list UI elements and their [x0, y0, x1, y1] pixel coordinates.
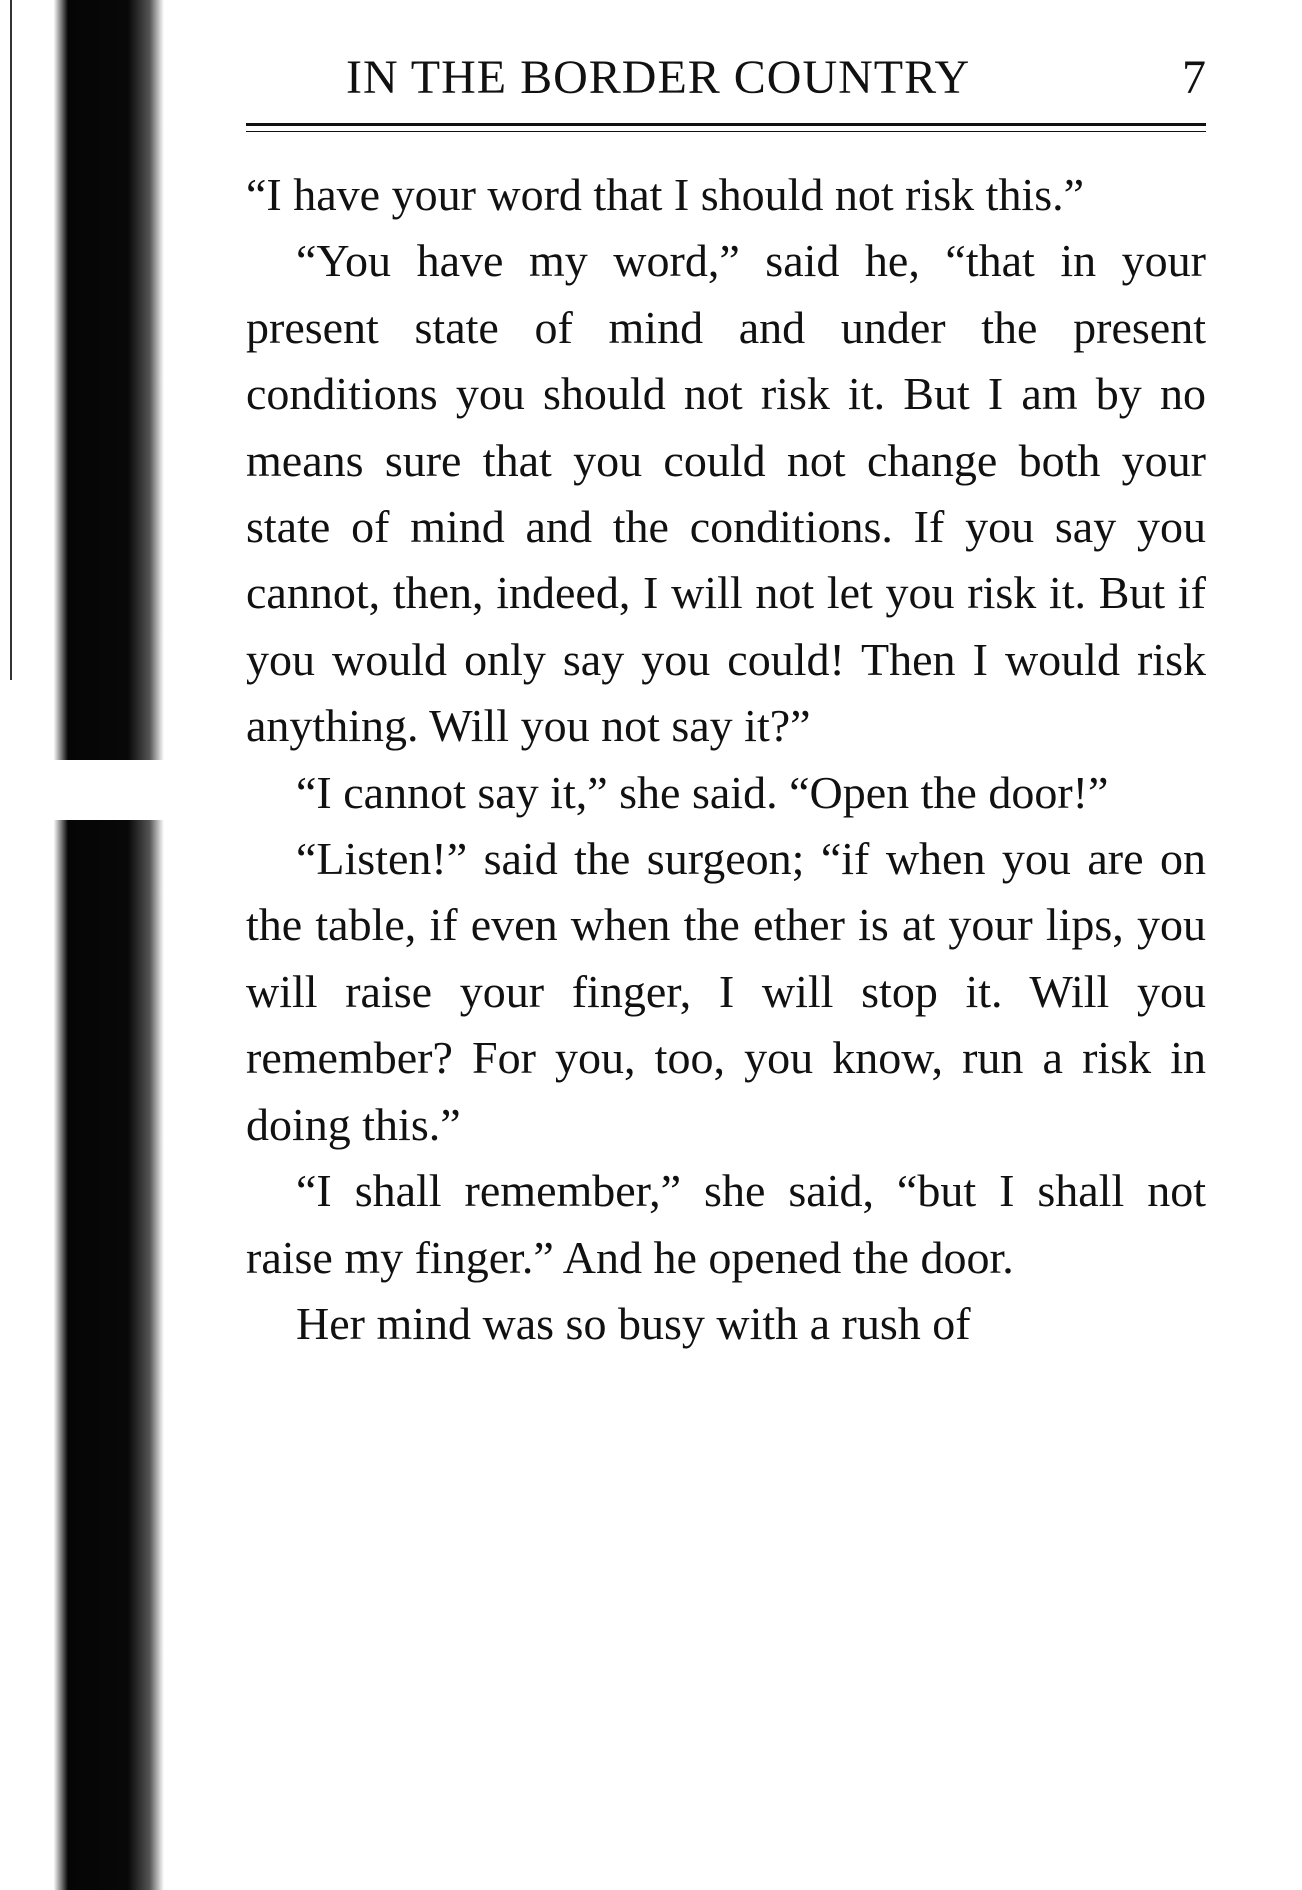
paragraph-5: “I shall remember,” she said, “but I shall not raise my finger.” And he opened the door.: [246, 1165, 1206, 1283]
scan-gutter: [0, 0, 220, 1890]
paragraph-6: Her mind was so busy with a rush of: [296, 1297, 971, 1349]
header-rule-thin: [246, 131, 1206, 132]
paragraph-3: “I cannot say it,” she said. “Open the door!”: [296, 766, 1109, 818]
binding-shadow-bottom: [44, 820, 164, 1890]
running-title: IN THE BORDER COUNTRY: [346, 51, 971, 104]
scan-edge-line: [10, 0, 12, 680]
paragraph-4: “Listen!” said the surgeon; “if when you are on the table, if even when the ether is at your lips, you will raise your finger, I will stop it. Will you remember? For you, too, you know, run a risk in doing this.”: [246, 833, 1206, 1150]
paragraph-1: “I have your word that I should not risk this.”: [246, 169, 1085, 220]
binding-shadow-top: [44, 0, 164, 760]
body-text: [246, 162, 1206, 1357]
page-number: 7: [1182, 51, 1206, 104]
page-header: [246, 50, 1206, 110]
paragraph-2: “You have my word,” said he, “that in your present state of mind and under the present conditions you should not risk it. But I am by no means sure that you could not change both your state of mind and the conditions. If you say you cannot, then, indeed, I will not let you risk it. But if you would only say you could! Then I would risk anything. Will you not say it?”: [246, 235, 1206, 752]
header-rule-thick: [246, 123, 1206, 126]
book-page: [246, 0, 1206, 1890]
